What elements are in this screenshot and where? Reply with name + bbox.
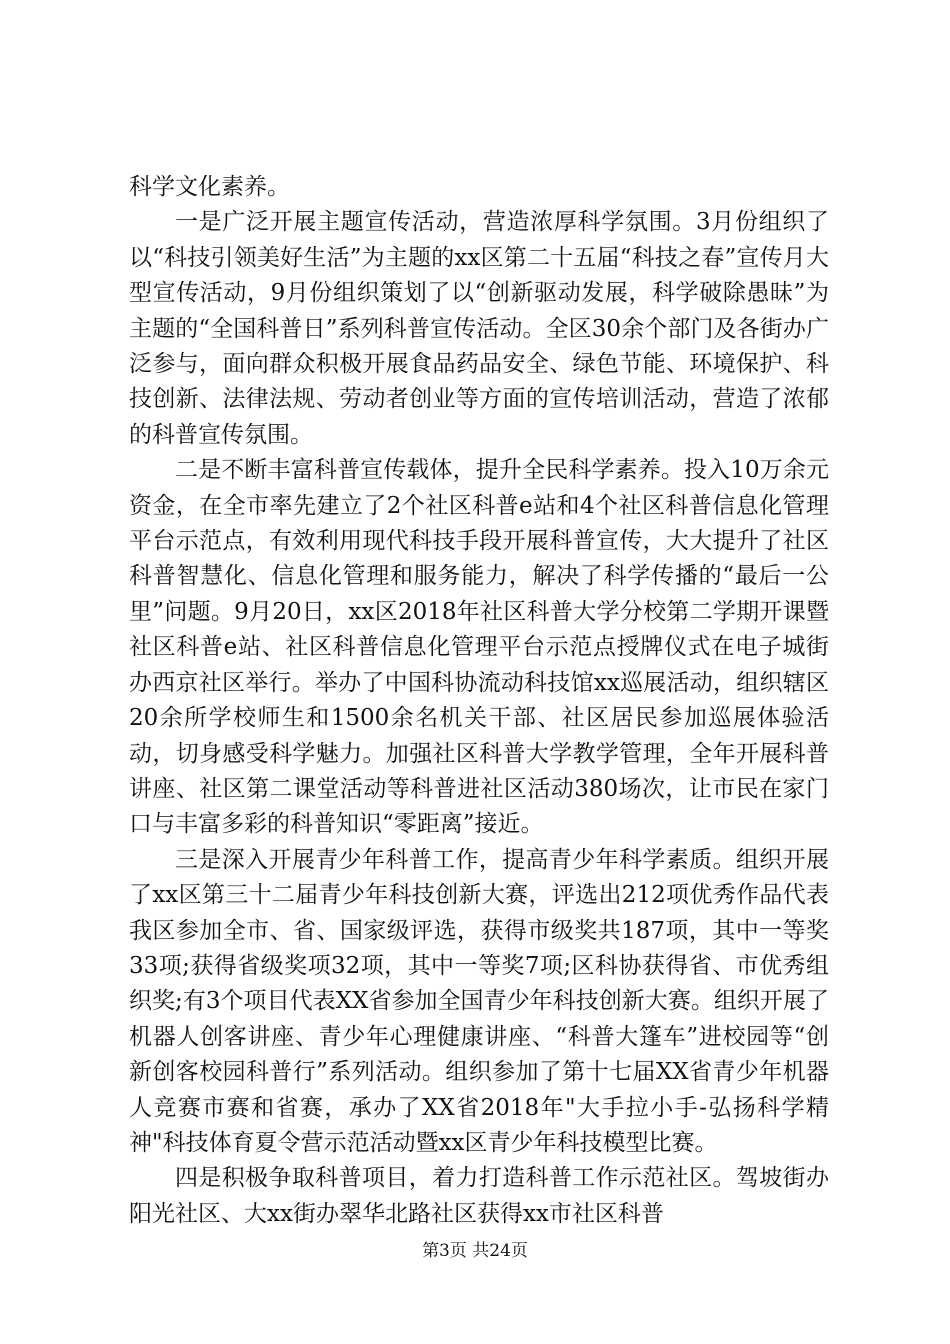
paragraph-science-projects: 四是积极争取科普项目，着力打造科普工作示范社区。驾坡街办阳光社区、大xx街办翠华北路社区获得xx市社区科普 [129,1165,829,1227]
paragraph-theme-publicity: 一是广泛开展主题宣传活动，营造浓厚科学氛围。3月份组织了以“科技引领美好生活”为主题的xx区第二十五届“科技之春”宣传月大型宣传活动，9月份组织策划了以“创新驱动发展，科学破除愚昧”为主题的“全国科普日”系列科普宣传活动。全区30余个部门及各街办广泛参与，面向群众积极开展食品药品安全、绿色节能、环境保护、科技创新、法律法规、劳动者创业等方面的宣传培训活动，营造了浓郁的科普宣传氛围。 [129,209,829,448]
document-body [129,170,829,1232]
paragraph-continuation: 科学文化素养。 [129,174,290,200]
page-number-label: 第3页 共24页 [422,1241,528,1261]
paragraph-publicity-carriers: 二是不断丰富科普宣传载体，提升全民科学素养。投入10万余元资金，在全市率先建立了2个社区科普e站和4个社区科普信息化管理平台示范点，有效利用现代科技手段开展科普宣传，大大提升了社区科普智慧化、信息化管理和服务能力，解决了科学传播的“最后一公里”问题。9月20日，xx区2018年社区科普大学分校第二学期开课暨社区科普e站、社区科普信息化管理平台示范点授牌仪式在电子城街办西京社区举行。举办了中国科协流动科技馆xx巡展活动，组织辖区20余所学校师生和1500余名机关干部、社区居民参加巡展体验活动，切身感受科学魅力。加强社区科普大学教学管理，全年开展科普讲座、社区第二课堂活动等科普进社区活动380场次，让市民在家门口与丰富多彩的科普知识“零距离”接近。 [129,457,829,838]
page-footer [0,1240,950,1262]
paragraph-youth-science: 三是深入开展青少年科普工作，提高青少年科学素质。组织开展了xx区第三十二届青少年科技创新大赛，评选出212项优秀作品代表我区参加全市、省、国家级评选，获得市级奖共187项，其中一等奖33项;获得省级奖项32项，其中一等奖7项;区科协获得省、市优秀组织奖;有3个项目代表XX省参加全国青少年科技创新大赛。组织开展了机器人创客讲座、青少年心理健康讲座、“科普大篷车”进校园等“创新创客校园科普行”系列活动。组织参加了第十七届XX省青少年机器人竞赛市赛和省赛，承办了XX省2018年"大手拉小手-弘扬科学精神"科技体育夏令营示范活动暨xx区青少年科技模型比赛。 [129,846,829,1156]
